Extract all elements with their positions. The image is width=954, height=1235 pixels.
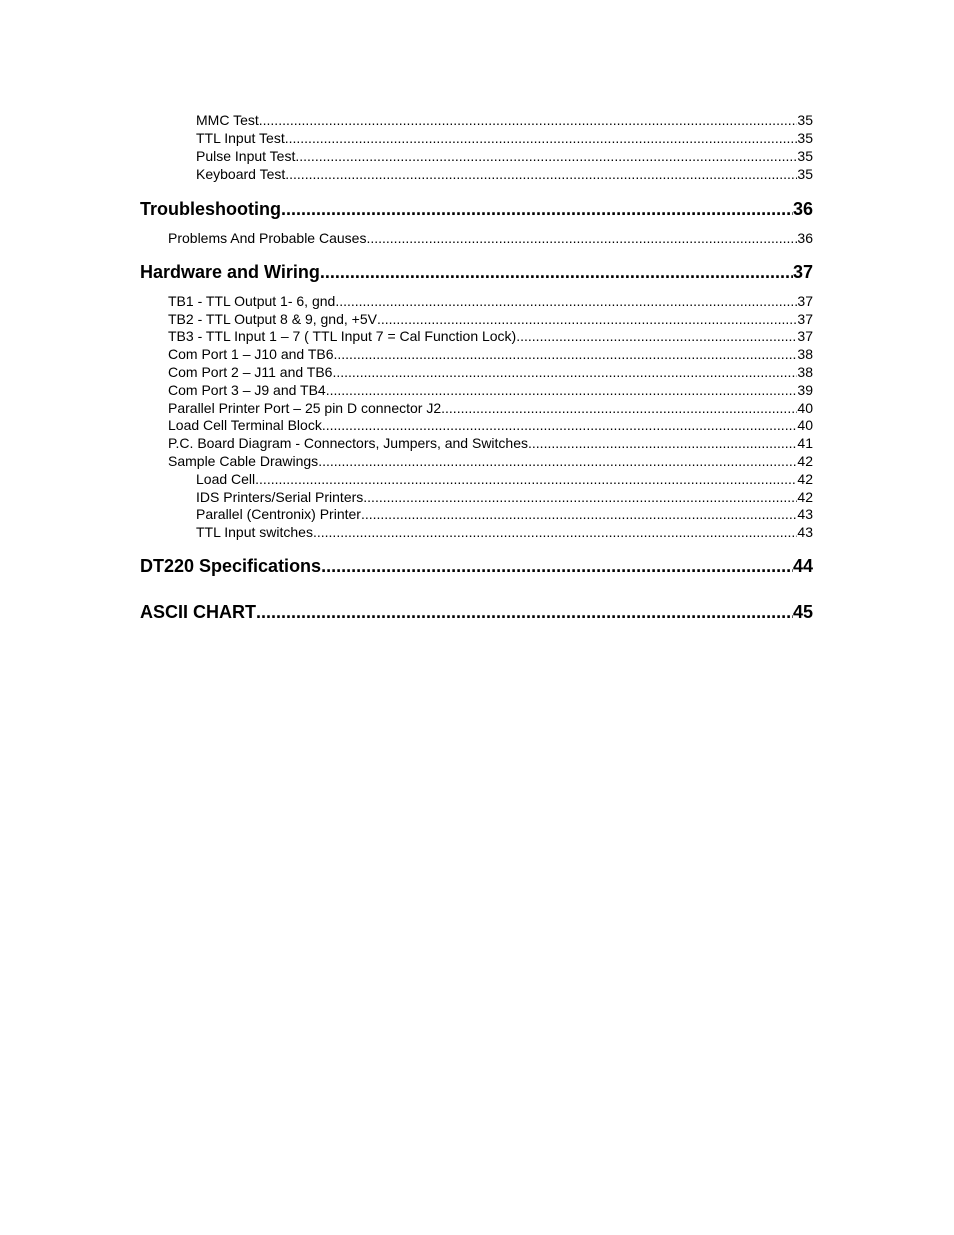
toc-entry-label: Troubleshooting	[140, 199, 281, 219]
toc-entry-sample-cable-drawings[interactable]	[168, 452, 813, 470]
toc-entry-com-port-3[interactable]	[168, 381, 813, 399]
toc-entry-label: Problems And Probable Causes	[168, 230, 367, 246]
toc-leader-dots	[335, 292, 797, 310]
toc-entry-page: 36	[797, 230, 813, 246]
toc-entry-page: 36	[792, 199, 813, 219]
toc-leader-dots	[318, 452, 797, 470]
toc-entry-load-cell[interactable]	[196, 470, 813, 488]
toc-entry-page: 43	[797, 524, 813, 540]
toc-entry-page: 37	[797, 328, 813, 344]
toc-entry-label: TTL Input Test	[196, 130, 285, 146]
toc-entry-page: 42	[797, 453, 813, 469]
toc-entry-label: Com Port 1 – J10 and TB6	[168, 346, 334, 362]
toc-entry-label: DT220 Specifications	[140, 556, 322, 576]
toc-entry-label: Load Cell	[196, 471, 256, 487]
toc-entry-label: TTL Input switches	[196, 524, 313, 540]
toc-entry-label: Parallel Printer Port – 25 pin D connector J2	[168, 400, 442, 416]
toc-entry-pulse-input-test[interactable]	[196, 147, 813, 165]
toc-entry-dt220-specifications[interactable]	[140, 554, 813, 578]
toc-entry-page: 45	[792, 602, 813, 622]
toc-leader-dots	[321, 554, 793, 578]
toc-entry-label: IDS Printers/Serial Printers	[196, 489, 364, 505]
toc-entry-page: 39	[797, 382, 813, 398]
toc-entry-page: 37	[792, 262, 813, 282]
toc-entry-page: 42	[797, 471, 813, 487]
toc-entry-page: 42	[797, 489, 813, 505]
toc-entry-label: ASCII CHART	[140, 602, 256, 622]
toc-leader-dots	[320, 260, 793, 284]
toc-entry-pc-board-diagram[interactable]	[168, 434, 813, 452]
toc-entry-keyboard-test[interactable]	[196, 165, 813, 183]
toc-entry-page: 37	[797, 293, 813, 309]
toc-entry-tb1[interactable]	[168, 292, 813, 310]
toc-entry-tb3[interactable]	[168, 327, 813, 345]
toc-entry-mmc-test[interactable]	[196, 111, 813, 129]
toc-leader-dots	[528, 434, 797, 452]
toc-entry-ttl-input-test[interactable]	[196, 129, 813, 147]
toc-entry-problems-and-probable-causes[interactable]	[168, 229, 813, 247]
toc-entry-page: 35	[797, 148, 813, 164]
toc-leader-dots	[285, 165, 797, 183]
toc-entry-label: Com Port 2 – J11 and TB6	[168, 364, 333, 380]
toc-entry-tb2[interactable]	[168, 310, 813, 328]
toc-leader-dots	[281, 197, 793, 221]
toc-entry-label: Load Cell Terminal Block	[168, 417, 322, 433]
toc-leader-dots	[256, 600, 793, 624]
toc-leader-dots	[332, 363, 797, 381]
toc-entry-com-port-1[interactable]	[168, 345, 813, 363]
toc-leader-dots	[326, 381, 798, 399]
toc-leader-dots	[255, 470, 797, 488]
toc-entry-hardware-and-wiring[interactable]	[140, 260, 813, 284]
toc-entry-com-port-2[interactable]	[168, 363, 813, 381]
toc-entry-label: TB1 - TTL Output 1- 6, gnd	[168, 293, 336, 309]
toc-entry-page: 44	[792, 556, 813, 576]
toc-entry-page: 35	[797, 166, 813, 182]
toc-entry-ascii-chart[interactable]	[140, 600, 813, 624]
toc-entry-label: P.C. Board Diagram - Connectors, Jumpers, and Switches	[168, 435, 529, 451]
toc-entry-troubleshooting[interactable]	[140, 197, 813, 221]
toc-leader-dots	[259, 111, 798, 129]
toc-leader-dots	[322, 416, 798, 434]
toc-entry-page: 43	[797, 506, 813, 522]
toc-entry-label: Com Port 3 – J9 and TB4	[168, 382, 326, 398]
toc-entry-parallel-centronix-printer[interactable]	[196, 505, 813, 523]
toc-entry-page: 38	[797, 364, 813, 380]
toc-entry-page: 37	[797, 311, 813, 327]
toc-entry-load-cell-terminal-block[interactable]	[168, 416, 813, 434]
toc-entry-label: Sample Cable Drawings	[168, 453, 319, 469]
toc-leader-dots	[366, 229, 797, 247]
toc-entry-label: TB3 - TTL Input 1 – 7 ( TTL Input 7 = Cal Function Lock)	[168, 328, 517, 344]
toc-entry-page: 40	[797, 417, 813, 433]
toc-entry-parallel-printer-port[interactable]	[168, 399, 813, 417]
toc-entry-label: MMC Test	[196, 112, 259, 128]
toc-entry-page: 41	[797, 435, 813, 451]
toc-leader-dots	[334, 345, 798, 363]
toc-entry-page: 40	[797, 400, 813, 416]
toc-leader-dots	[313, 523, 797, 541]
toc-entry-label: Parallel (Centronix) Printer	[196, 506, 361, 522]
toc-leader-dots	[516, 327, 797, 345]
toc-leader-dots	[361, 505, 797, 523]
toc-leader-dots	[441, 399, 797, 417]
toc-entry-label: TB2 - TTL Output 8 & 9, gnd, +5V	[168, 311, 377, 327]
toc-entry-ttl-input-switches[interactable]	[196, 523, 813, 541]
toc-entry-label: Hardware and Wiring	[140, 262, 320, 282]
toc-entry-ids-serial-printers[interactable]	[196, 488, 813, 506]
toc-entry-page: 38	[797, 346, 813, 362]
toc-leader-dots	[285, 129, 798, 147]
toc-entry-label: Pulse Input Test	[196, 148, 296, 164]
toc-leader-dots	[377, 310, 797, 328]
toc-leader-dots	[295, 147, 797, 165]
toc-entry-label: Keyboard Test	[196, 166, 286, 182]
toc-entry-page: 35	[797, 112, 813, 128]
toc-entry-page: 35	[797, 130, 813, 146]
toc-leader-dots	[363, 488, 797, 506]
